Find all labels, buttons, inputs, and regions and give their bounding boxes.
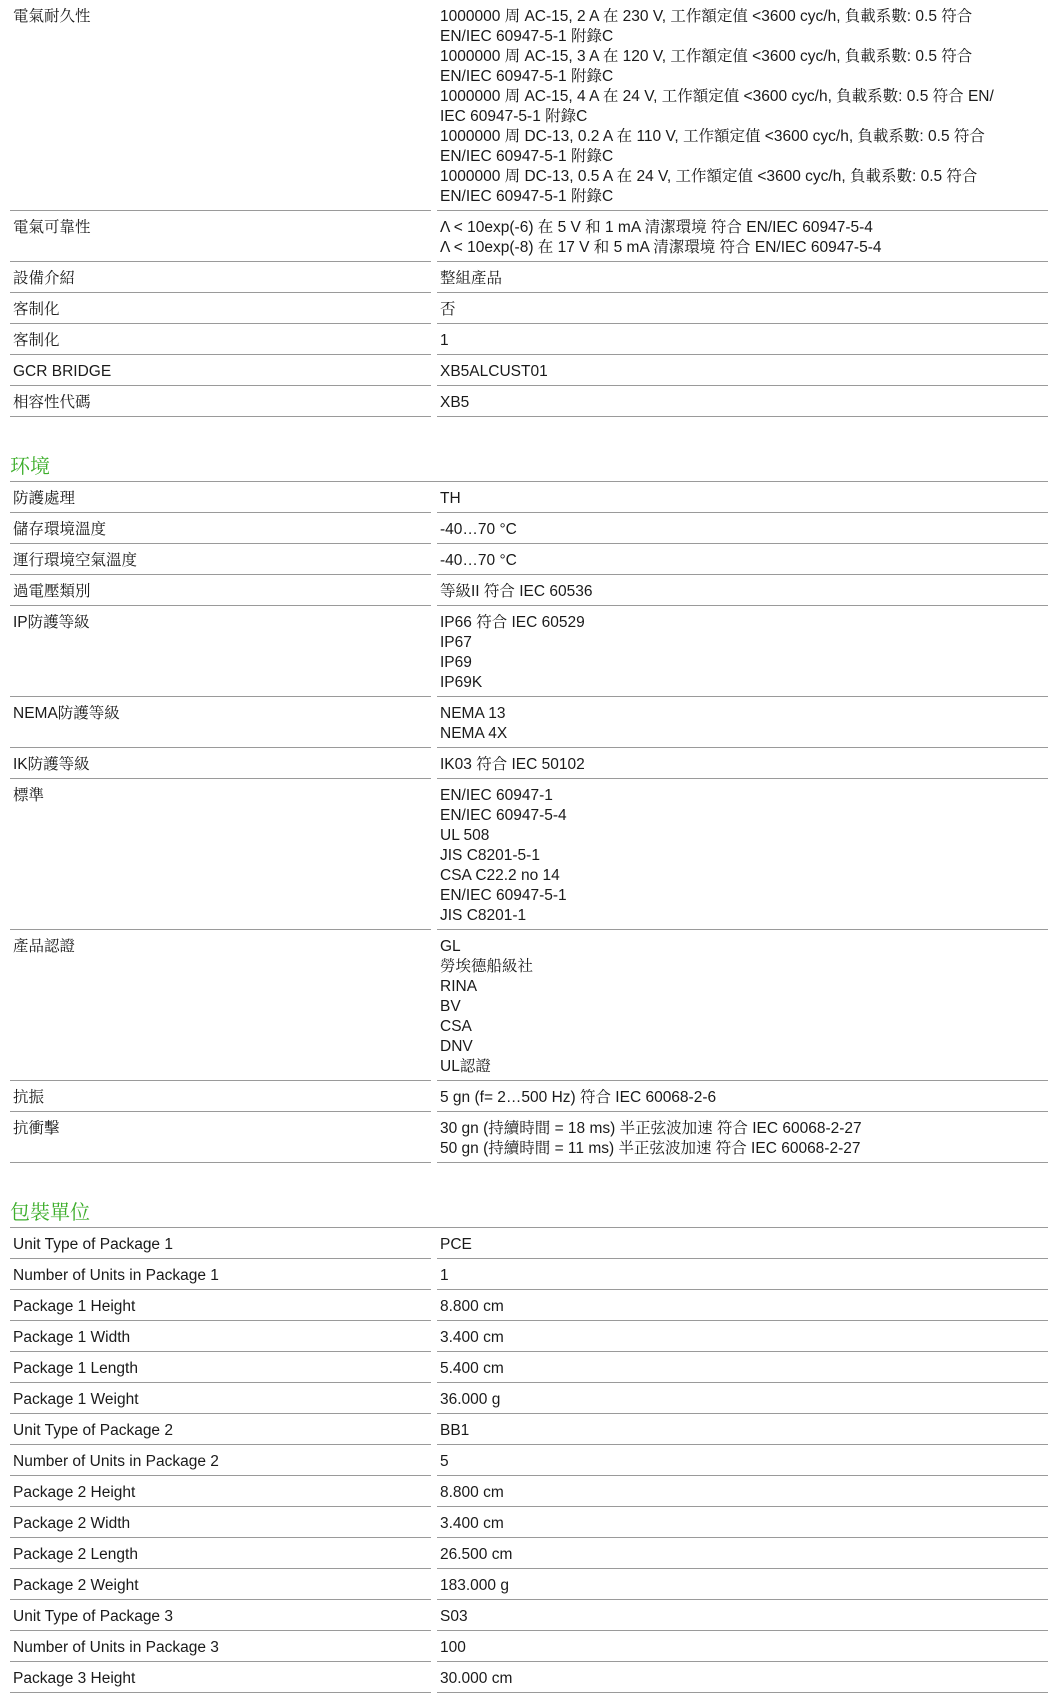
- spec-value-line: IP69K: [440, 674, 483, 691]
- spec-value: [434, 1081, 1048, 1112]
- spec-value: [434, 262, 1048, 293]
- spec-row: [10, 1569, 1048, 1600]
- spec-value: [434, 697, 1048, 748]
- spec-row: [10, 697, 1048, 748]
- spec-row: [10, 1507, 1048, 1538]
- spec-label: 產品認證: [10, 930, 434, 1081]
- section-title-environment: 环境: [10, 455, 1048, 482]
- spec-row: [10, 1476, 1048, 1507]
- spec-label: 電氣耐久性: [10, 0, 434, 211]
- spec-value: [434, 1538, 1048, 1569]
- spec-value-line: JIS C8201-1: [440, 907, 527, 924]
- spec-label: Package 2 Length: [10, 1538, 434, 1569]
- spec-value-line: 5 gn (f= 2…500 Hz) 符合 IEC 60068-2-6: [440, 1089, 717, 1106]
- spec-value-line: CSA C22.2 no 14: [440, 867, 560, 884]
- section-title-packaging: 包裝單位: [10, 1201, 1048, 1228]
- spec-label: 客制化: [10, 293, 434, 324]
- spec-value-line: Λ < 10exp(-8) 在 17 V 和 5 mA 清潔環境 符合 EN/IEC 60947-5-4: [440, 239, 882, 256]
- spec-label: Package 1 Height: [10, 1290, 434, 1321]
- spec-value-line: UL 508: [440, 827, 490, 844]
- spec-value-line: 整組產品: [440, 270, 503, 287]
- spec-value-line: EN/IEC 60947-1: [440, 787, 553, 804]
- spec-value: [434, 1600, 1048, 1631]
- spec-value: [434, 544, 1048, 575]
- spec-table-packaging-body: [10, 1228, 1048, 1693]
- spec-value-line: EN/IEC 60947-5-1: [440, 887, 567, 904]
- spec-row: [10, 1445, 1048, 1476]
- spec-row: [10, 1600, 1048, 1631]
- spec-value-line: EN/IEC 60947-5-1 附錄C: [440, 188, 614, 205]
- spec-value-line: IP69: [440, 654, 472, 671]
- spec-value-line: EN/IEC 60947-5-1 附錄C: [440, 148, 614, 165]
- spec-label: Unit Type of Package 3: [10, 1600, 434, 1631]
- spec-row: [10, 1662, 1048, 1693]
- spec-value: [434, 482, 1048, 513]
- spec-value-line: 等級II 符合 IEC 60536: [440, 583, 593, 600]
- spec-value: [434, 1112, 1048, 1163]
- spec-row: [10, 513, 1048, 544]
- spec-value-line: GL: [440, 938, 461, 955]
- spec-value: [434, 1321, 1048, 1352]
- spec-value-line: -40…70 °C: [440, 552, 517, 569]
- spec-row: [10, 262, 1048, 293]
- spec-label: GCR BRIDGE: [10, 355, 434, 386]
- spec-value-line: TH: [440, 490, 461, 507]
- spec-value-line: 5.400 cm: [440, 1360, 504, 1377]
- spec-label: 相容性代碼: [10, 386, 434, 417]
- spec-value: [434, 0, 1048, 211]
- spec-value-line: EN/IEC 60947-5-4: [440, 807, 567, 824]
- spec-row: [10, 1081, 1048, 1112]
- spec-row: [10, 779, 1048, 930]
- spec-value-line: NEMA 4X: [440, 725, 508, 742]
- spec-label: 運行環境空氣溫度: [10, 544, 434, 575]
- spec-label: 儲存環境溫度: [10, 513, 434, 544]
- spec-value-line: 30.000 cm: [440, 1670, 513, 1687]
- spec-label: Package 1 Length: [10, 1352, 434, 1383]
- spec-value: [434, 386, 1048, 417]
- spec-value-line: 36.000 g: [440, 1391, 501, 1408]
- spec-value-line: -40…70 °C: [440, 521, 517, 538]
- spec-label: Number of Units in Package 2: [10, 1445, 434, 1476]
- spec-value-line: Λ < 10exp(-6) 在 5 V 和 1 mA 清潔環境 符合 EN/IEC 60947-5-4: [440, 219, 873, 236]
- spec-value-line: 8.800 cm: [440, 1484, 504, 1501]
- spec-value: [434, 1476, 1048, 1507]
- spec-value-line: 1000000 周 DC-13, 0.5 A 在 24 V, 工作額定值 <3600 cyc/h, 負載系數: 0.5 符合: [440, 168, 978, 185]
- spec-value-line: 50 gn (持續時間 = 11 ms) 半正弦波加速 符合 IEC 60068-2-27: [440, 1140, 861, 1157]
- spec-value-line: 3.400 cm: [440, 1329, 504, 1346]
- spec-value-line: 8.800 cm: [440, 1298, 504, 1315]
- spec-row: [10, 1321, 1048, 1352]
- spec-value: [434, 293, 1048, 324]
- spec-value-line: 1: [440, 1267, 449, 1284]
- spec-row: [10, 748, 1048, 779]
- spec-table-top: [10, 0, 1048, 417]
- spec-value-line: 勞埃德船級社: [440, 958, 534, 975]
- spec-page: [10, 0, 1048, 1693]
- spec-value-line: 1000000 周 DC-13, 0.2 A 在 110 V, 工作額定值 <3600 cyc/h, 負載系數: 0.5 符合: [440, 128, 985, 145]
- spec-value: [434, 1507, 1048, 1538]
- spec-label: 電氣可靠性: [10, 211, 434, 262]
- spec-row: [10, 606, 1048, 697]
- spec-row: [10, 1290, 1048, 1321]
- spec-row: [10, 1383, 1048, 1414]
- spec-label: IP防護等級: [10, 606, 434, 697]
- spec-row: [10, 482, 1048, 513]
- spec-value-line: IK03 符合 IEC 50102: [440, 756, 585, 773]
- spec-value-line: BB1: [440, 1422, 470, 1439]
- spec-row: [10, 1352, 1048, 1383]
- spec-label: Number of Units in Package 1: [10, 1259, 434, 1290]
- spec-row: [10, 930, 1048, 1081]
- spec-value-line: IP66 符合 IEC 60529: [440, 614, 585, 631]
- spec-value: [434, 1445, 1048, 1476]
- spec-value-line: UL認證: [440, 1058, 491, 1075]
- spec-row: [10, 355, 1048, 386]
- spec-row: [10, 211, 1048, 262]
- spec-value-line: 1000000 周 AC-15, 2 A 在 230 V, 工作額定值 <3600 cyc/h, 負載系數: 0.5 符合: [440, 8, 973, 25]
- spec-row: [10, 1259, 1048, 1290]
- spec-value-line: 183.000 g: [440, 1577, 509, 1594]
- spec-value-line: BV: [440, 998, 461, 1015]
- spec-value-line: 30 gn (持續時間 = 18 ms) 半正弦波加速 符合 IEC 60068-2-27: [440, 1120, 862, 1137]
- spec-label: Package 1 Weight: [10, 1383, 434, 1414]
- spec-row: [10, 1631, 1048, 1662]
- spec-label: IK防護等級: [10, 748, 434, 779]
- spec-value-line: RINA: [440, 978, 478, 995]
- spec-label: 抗振: [10, 1081, 434, 1112]
- spec-label: Package 3 Height: [10, 1662, 434, 1693]
- spec-table-top-body: [10, 0, 1048, 417]
- spec-label: 設備介紹: [10, 262, 434, 293]
- spec-value: [434, 1631, 1048, 1662]
- spec-value-line: PCE: [440, 1236, 472, 1253]
- spec-row: [10, 324, 1048, 355]
- spec-value-line: 1: [440, 332, 449, 349]
- spec-value: [434, 513, 1048, 544]
- spec-label: 防護處理: [10, 482, 434, 513]
- spec-value-line: CSA: [440, 1018, 472, 1035]
- spec-value-line: 3.400 cm: [440, 1515, 504, 1532]
- spec-value: [434, 1259, 1048, 1290]
- spec-value: [434, 1290, 1048, 1321]
- spec-value-line: IP67: [440, 634, 472, 651]
- spec-value: [434, 1414, 1048, 1445]
- spec-row: [10, 0, 1048, 211]
- section-spacer: [10, 417, 1048, 455]
- spec-table-environment-body: [10, 482, 1048, 1163]
- spec-value: [434, 575, 1048, 606]
- spec-row: [10, 293, 1048, 324]
- spec-value: [434, 324, 1048, 355]
- spec-label: 客制化: [10, 324, 434, 355]
- spec-value: [434, 1228, 1048, 1259]
- spec-label: 抗衝擊: [10, 1112, 434, 1163]
- spec-row: [10, 575, 1048, 606]
- spec-row: [10, 1538, 1048, 1569]
- spec-value: [434, 606, 1048, 697]
- spec-value-line: IEC 60947-5-1 附錄C: [440, 108, 588, 125]
- spec-value: [434, 930, 1048, 1081]
- spec-row: [10, 1414, 1048, 1445]
- spec-value: [434, 1383, 1048, 1414]
- spec-value-line: 1000000 周 AC-15, 4 A 在 24 V, 工作額定值 <3600 cyc/h, 負載系數: 0.5 符合 EN/: [440, 88, 994, 105]
- spec-label: Unit Type of Package 2: [10, 1414, 434, 1445]
- spec-value: [434, 748, 1048, 779]
- spec-row: [10, 544, 1048, 575]
- spec-table-environment: [10, 482, 1048, 1163]
- spec-value: [434, 1662, 1048, 1693]
- spec-value-line: EN/IEC 60947-5-1 附錄C: [440, 68, 614, 85]
- spec-value: [434, 1352, 1048, 1383]
- spec-row: [10, 1228, 1048, 1259]
- spec-value-line: 26.500 cm: [440, 1546, 513, 1563]
- spec-value-line: JIS C8201-5-1: [440, 847, 540, 864]
- spec-value-line: 100: [440, 1639, 466, 1656]
- spec-value: [434, 211, 1048, 262]
- spec-label: 過電壓類別: [10, 575, 434, 606]
- spec-value-line: S03: [440, 1608, 468, 1625]
- spec-value-line: 否: [440, 301, 456, 318]
- spec-row: [10, 386, 1048, 417]
- spec-label: Package 1 Width: [10, 1321, 434, 1352]
- spec-row: [10, 1112, 1048, 1163]
- spec-label: Number of Units in Package 3: [10, 1631, 434, 1662]
- spec-table-packaging: [10, 1228, 1048, 1693]
- spec-value-line: 1000000 周 AC-15, 3 A 在 120 V, 工作額定值 <3600 cyc/h, 負載系數: 0.5 符合: [440, 48, 973, 65]
- spec-value-line: EN/IEC 60947-5-1 附錄C: [440, 28, 614, 45]
- spec-value-line: 5: [440, 1453, 449, 1470]
- spec-value: [434, 355, 1048, 386]
- spec-label: Package 2 Height: [10, 1476, 434, 1507]
- spec-label: NEMA防護等級: [10, 697, 434, 748]
- section-spacer: [10, 1163, 1048, 1201]
- spec-value-line: DNV: [440, 1038, 473, 1055]
- spec-label: Unit Type of Package 1: [10, 1228, 434, 1259]
- spec-value: [434, 779, 1048, 930]
- spec-value: [434, 1569, 1048, 1600]
- spec-value-line: XB5: [440, 394, 470, 411]
- spec-value-line: NEMA 13: [440, 705, 506, 722]
- spec-value-line: XB5ALCUST01: [440, 363, 548, 380]
- spec-label: Package 2 Weight: [10, 1569, 434, 1600]
- spec-label: Package 2 Width: [10, 1507, 434, 1538]
- spec-label: 標準: [10, 779, 434, 930]
